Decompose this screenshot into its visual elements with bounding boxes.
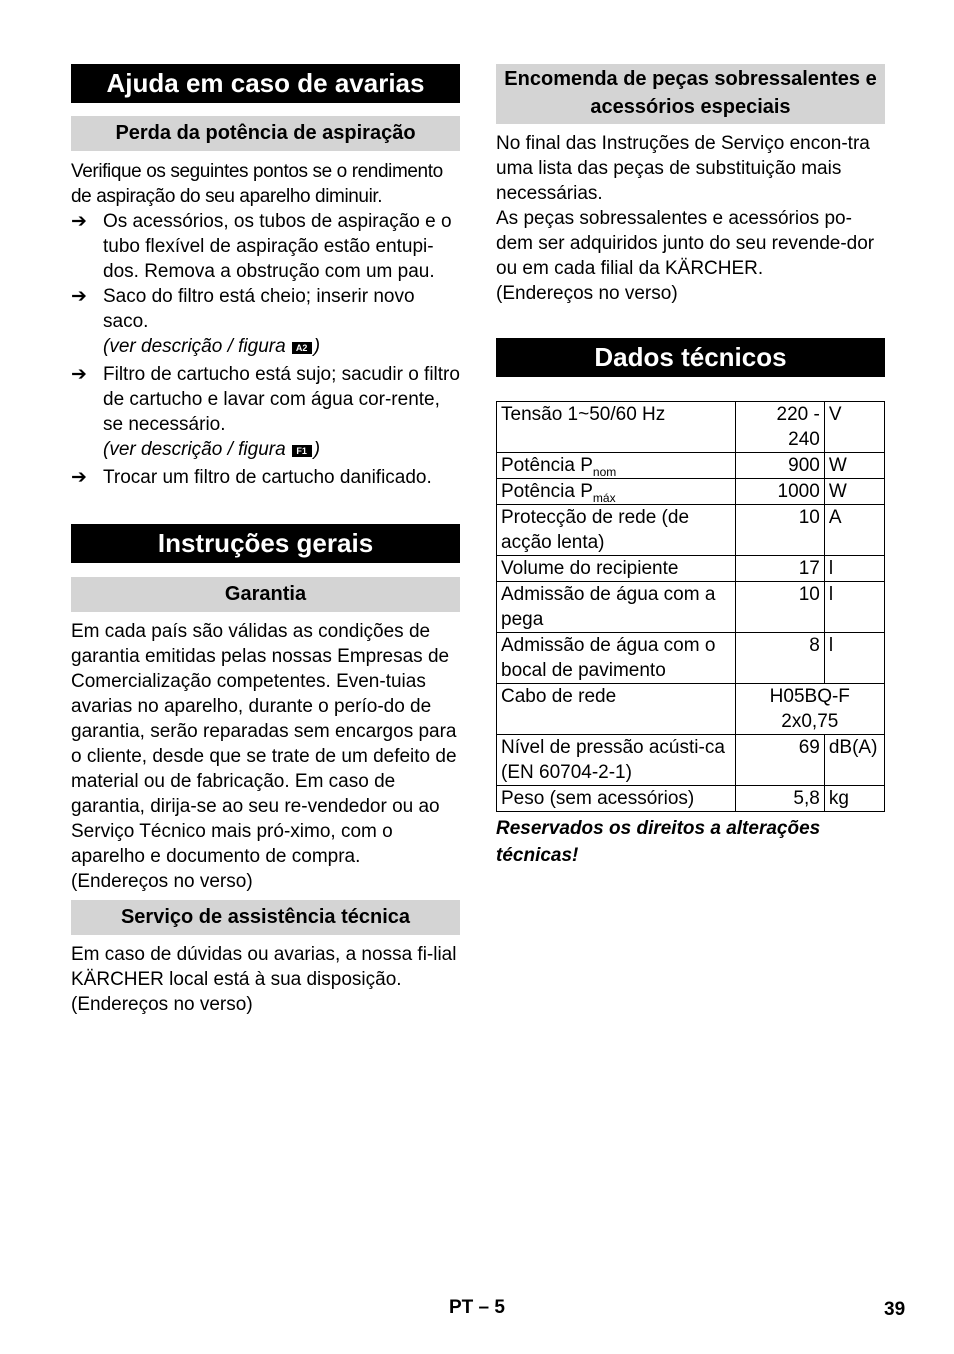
- spec-label: Volume do recipiente: [497, 556, 736, 582]
- spec-label: [497, 479, 736, 505]
- figure-reference-text: (ver descrição / figura: [103, 439, 286, 460]
- figure-reference-close: ): [313, 439, 321, 460]
- spec-unit: V: [824, 402, 884, 453]
- spec-label: Admissão de água com o bocal de pavimento: [497, 633, 736, 684]
- list-item: [71, 284, 460, 334]
- bullet-text: Trocar um filtro de cartucho danificado.: [103, 467, 432, 488]
- spec-label: Cabo de rede: [497, 684, 736, 735]
- arrow-right-icon: ➔: [71, 364, 87, 385]
- figure-reference-close: ): [313, 336, 321, 357]
- spec-label-subscript: máx: [592, 490, 616, 505]
- spec-label: Admissão de água com a pega: [497, 582, 736, 633]
- section-title-general: Instruções gerais: [71, 524, 460, 563]
- spec-label-text: Potência P: [501, 455, 593, 476]
- spec-label: Nível de pressão acústi-ca (EN 60704-2-1): [497, 735, 736, 786]
- table-row: [497, 633, 885, 684]
- table-row: [497, 556, 885, 582]
- table-row: [497, 505, 885, 556]
- spec-value: 5,8: [735, 786, 824, 812]
- spec-unit: W: [824, 479, 884, 505]
- bullet-text: Os acessórios, os tubos de aspiração e o tubo flexível de aspiração estão entupi-dos. Remova a obstrução com um pau.: [103, 211, 452, 282]
- subsection-title-spare-parts: Encomenda de peças sobressalentes e acessórios especiais: [496, 64, 885, 124]
- spec-value: 900: [735, 453, 824, 479]
- spec-value: H05BQ-F 2x0,75: [735, 684, 884, 735]
- spare-parts-paragraph-2: As peças sobressalentes e acessórios po-dem ser adquiridos junto do seu revende-dor ou em cada filial da KÄRCHER.: [496, 208, 875, 279]
- figure-icon: A2: [292, 342, 312, 354]
- spec-unit: l: [824, 633, 884, 684]
- spec-label: [497, 453, 736, 479]
- section-title-technical-data: Dados técnicos: [496, 338, 885, 377]
- arrow-right-icon: ➔: [71, 467, 87, 488]
- technical-data-table: [496, 401, 885, 812]
- spec-unit: l: [824, 556, 884, 582]
- table-row: [497, 735, 885, 786]
- spec-value: 220 - 240: [735, 402, 824, 453]
- right-column: [496, 64, 885, 869]
- list-item: [71, 465, 460, 490]
- subsection-title-suction-loss: Perda da potência de aspiração: [71, 116, 460, 151]
- spec-value: 10: [735, 505, 824, 556]
- list-item: [71, 362, 460, 437]
- subsection-title-service: Serviço de assistência técnica: [71, 900, 460, 935]
- intro-paragraph: Verifique os seguintes pontos se o rendimento de aspiração do seu aparelho diminuir.: [71, 161, 443, 207]
- page-number: 39: [884, 1299, 906, 1320]
- spec-label: Protecção de rede (de acção lenta): [497, 505, 736, 556]
- spec-value: 8: [735, 633, 824, 684]
- spec-unit: kg: [824, 786, 884, 812]
- spec-value: 69: [735, 735, 824, 786]
- figure-reference: [71, 334, 460, 359]
- spec-value: 17: [735, 556, 824, 582]
- spec-unit: dB(A): [824, 735, 884, 786]
- table-row: [497, 582, 885, 633]
- bullet-text: Saco do filtro está cheio; inserir novo saco.: [103, 286, 415, 332]
- table-row: [497, 684, 885, 735]
- figure-reference: [71, 437, 460, 462]
- page-label: PT – 5: [449, 1297, 505, 1318]
- spec-unit: A: [824, 505, 884, 556]
- spec-unit: l: [824, 582, 884, 633]
- warranty-address-note: (Endereços no verso): [71, 871, 253, 892]
- spare-parts-address-note: (Endereços no verso): [496, 283, 678, 304]
- spec-label-subscript: nom: [592, 464, 617, 479]
- left-column: [71, 64, 460, 1017]
- table-row: [497, 402, 885, 453]
- table-row: [497, 453, 885, 479]
- list-item: [71, 209, 460, 284]
- spec-value: 10: [735, 582, 824, 633]
- spec-value: 1000: [735, 479, 824, 505]
- arrow-right-icon: ➔: [71, 286, 87, 307]
- bullet-text: Filtro de cartucho está sujo; sacudir o filtro de cartucho e lavar com água cor-rente, se necessário.: [103, 364, 460, 435]
- section-title-troubleshooting: Ajuda em caso de avarias: [71, 64, 460, 103]
- spare-parts-paragraph-1: No final das Instruções de Serviço encon-tra uma lista das peças de substituição mais necessárias.: [496, 133, 870, 204]
- subsection-title-warranty: Garantia: [71, 577, 460, 612]
- table-row: [497, 786, 885, 812]
- arrow-right-icon: ➔: [71, 211, 87, 232]
- spec-unit: W: [824, 453, 884, 479]
- spec-label: Tensão 1~50/60 Hz: [497, 402, 736, 453]
- service-paragraph: Em caso de dúvidas ou avarias, a nossa fi-lial KÄRCHER local está à sua disposição.: [71, 944, 457, 990]
- figure-reference-text: (ver descrição / figura: [103, 336, 286, 357]
- service-address-note: (Endereços no verso): [71, 994, 253, 1015]
- warranty-paragraph: Em cada país são válidas as condições de garantia emitidas pelas nossas Empresas de Comercialização competentes. Even-tuias avarias no aparelho, durante o perío-do de garantia, serão reparadas sem encargos para o cliente, desde que se trate de um defeito de material ou de fabricação. Em caso de garantia, dirija-se ao seu re-vendedor ou ao Serviço Técnico mais pró-ximo, com o aparelho e documento de compra.: [71, 621, 457, 867]
- table-row: [497, 479, 885, 505]
- spec-label: Peso (sem acessórios): [497, 786, 736, 812]
- rights-reserved-note: Reservados os direitos a alterações técnicas!: [496, 818, 821, 866]
- spec-label-text: Potência P: [501, 481, 593, 502]
- figure-icon: F1: [292, 445, 312, 457]
